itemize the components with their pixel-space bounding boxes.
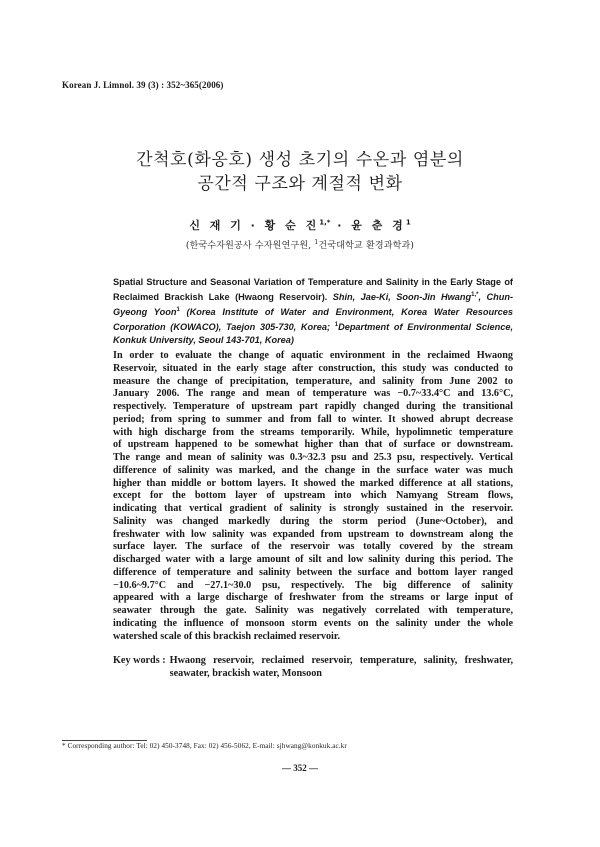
english-affiliation-b: Department of Environmental Science, Konkuk University, Seoul 143-701, Korea) [113, 322, 513, 346]
corresponding-author-footnote: * Corresponding author: Tel: 02) 450-3748, Fax: 02) 456-5062, E-mail: sjhwang@konkuk.ac.kr [62, 742, 347, 750]
abstract-line: indicating that vertical gradient of salinity is strongly sustained in the reservoir. [113, 503, 513, 514]
abstract [113, 350, 513, 643]
keywords-label: Key words : [113, 655, 166, 666]
abstract-line: surface layer. The surface of the reservoir was totally covered by the stream [113, 541, 513, 553]
korean-title [0, 148, 600, 196]
english-authors-b: , Chun-Gyeong Yoon [113, 292, 514, 318]
keywords-text: Hwaong reservoir, reclaimed reservoir, temperature, salinity, freshwater, seawater, brackish water, Monsoon [169, 655, 513, 679]
keywords [113, 654, 513, 680]
abstract-line: −10.6~9.7°C and −27.1~30.0 psu, respectively. The big difference of salinity [113, 579, 513, 591]
english-author-superscript-a: 1,* [471, 292, 479, 298]
abstract-line: Reservoir, situated in the early stage after construction, this study was conducted to [113, 362, 513, 374]
english-affiliation-superscript: 1 [334, 322, 339, 329]
korean-authors [0, 217, 600, 233]
english-author-superscript-b: 1 [176, 307, 180, 314]
footnote-rule [62, 740, 147, 741]
abstract-line: discharged water with a large amount of silt and low salinity during this period. The [113, 554, 513, 565]
english-title-block [113, 276, 513, 347]
abstract-line: January 2006. The range and mean of temperature was −0.7~33.4°C and 13.6°C, [113, 388, 513, 400]
korean-affiliation-part-1: (한국수자원공사 수자원연구원, [185, 241, 315, 251]
korean-title-line-1: 간척호(화옹호) 생성 초기의 수온과 염분의 [136, 150, 464, 170]
abstract-line: The range and mean of salinity was 0.3~32.3 psu and 25.3 psu, respectively. Vertical [113, 452, 513, 463]
abstract-line: measure the change of precipitation, temperature, and salinity from June 2002 to [113, 375, 513, 387]
abstract-line: freshwater with low salinity was expanded from upstream to downstream along the [113, 528, 513, 540]
korean-title-line-2: 공간적 구조와 계절적 변화 [197, 174, 403, 194]
abstract-line: difference of temperature and salinity between the surface and bottom layer ranged [113, 566, 513, 578]
journal-reference: Korean J. Limnol. 39 (3) : 352~365(2006) [62, 80, 224, 90]
abstract-line: indicating the influence of monsoon storm events on the salinity under the whole [113, 617, 513, 629]
abstract-line: except for the bottom layer of upstream into which Namyang Stream flows, [113, 490, 513, 502]
korean-affiliation-part-2: 건국대학교 환경과학과) [318, 241, 415, 251]
abstract-line: of upstream happened to be somewhat higher than that of surface or downstream. [113, 439, 513, 451]
abstract-line: with high discharge from the streams temporarily. While, hypolimnetic temperature [113, 426, 513, 438]
english-title: Spatial Structure and Seasonal Variation of Temperature and Salinity in the Early Stage of Reclaimed Brackish Lake (Hwaong Reservoir). [113, 277, 513, 303]
abstract-line: appeared with a large discharge of freshwater from the streams or large input of [113, 592, 513, 604]
english-affiliation-a: (Korea Institute of Water and Environment, Korea Water Resources Corporation (KOWACO), Taejon 305-730, Korea; [113, 307, 513, 333]
korean-author-names-2: · 윤 춘 경 [330, 219, 406, 232]
korean-author-superscript-2: 1 [405, 218, 411, 227]
abstract-line: period; from spring to summer and from fall to winter. It showed abrupt decrease [113, 413, 513, 425]
korean-author-names-1: 신 재 기 · 황 순 진 [189, 219, 320, 232]
abstract-line: watershed scale of this brackish reclaimed reservoir. [113, 630, 341, 642]
abstract-line: Salinity was changed markedly during the storm period (June~October), and [113, 515, 513, 527]
abstract-line: seawater through the gate. Salinity was negatively correlated with temperature, [113, 605, 513, 616]
abstract-line: In order to evaluate the change of aquatic environment in the reclaimed Hwaong [113, 350, 513, 361]
korean-author-superscript-1: 1,* [319, 218, 331, 227]
abstract-line: respectively. Temperature of upstream part rapidly changed during the transitional [113, 401, 513, 412]
abstract-line: difference of salinity was marked, and the change in the surface water was much [113, 464, 513, 476]
korean-affiliation [0, 238, 600, 251]
abstract-line: higher than middle or bottom layers. It showed the marked difference at all stations, [113, 477, 513, 489]
english-authors-a: Shin, Jae-Ki, Soon-Jin Hwang [327, 292, 472, 303]
korean-affiliation-superscript: 1 [314, 239, 319, 246]
page-number: — 352 — [282, 763, 318, 773]
